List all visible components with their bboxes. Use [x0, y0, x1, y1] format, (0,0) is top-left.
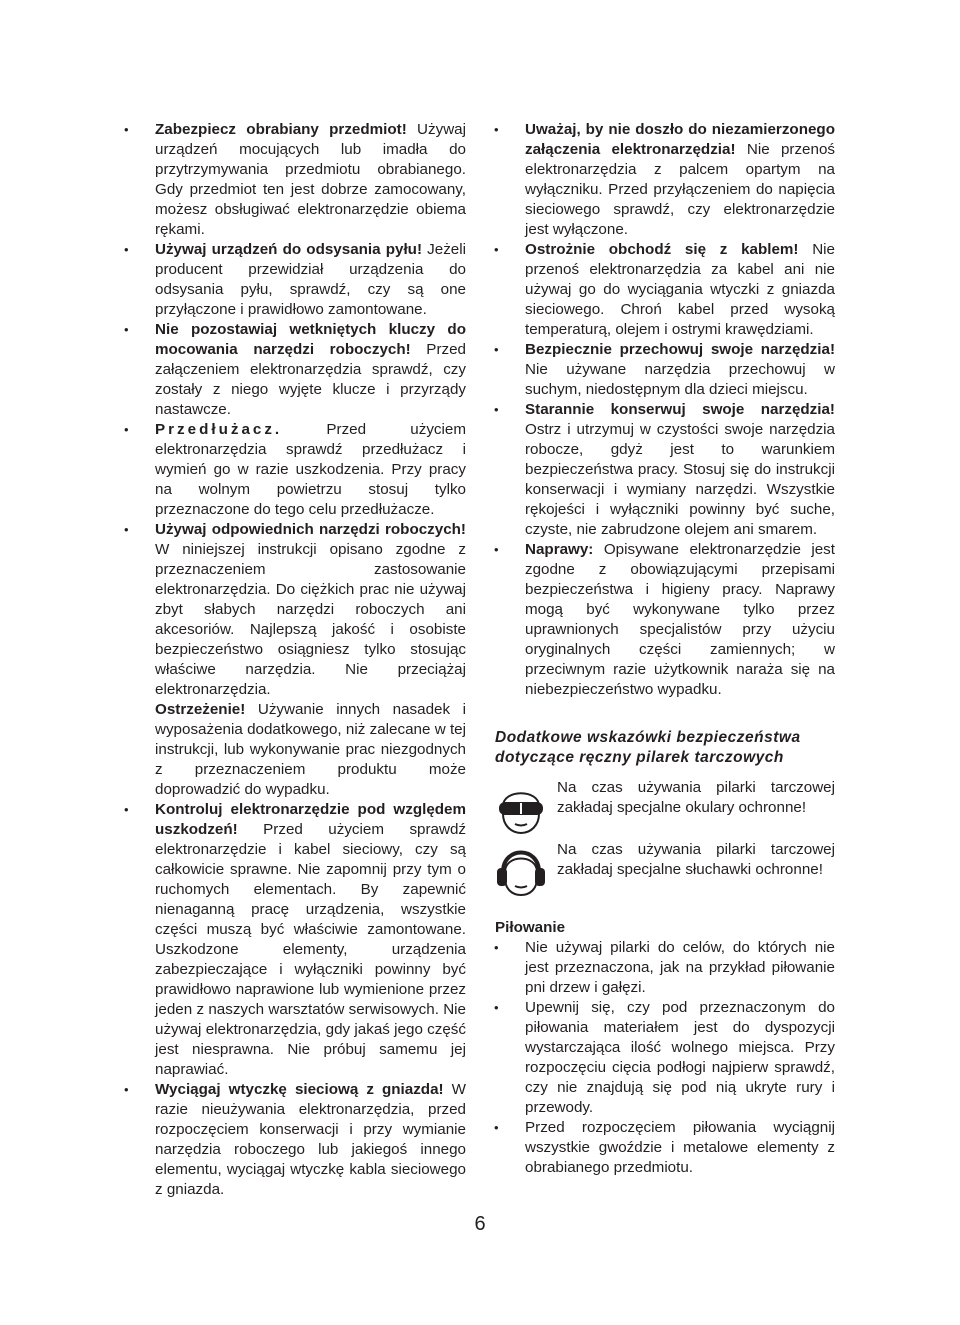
- safety-goggles-icon: [495, 780, 547, 836]
- page-number: 6: [474, 1213, 486, 1235]
- left-column: [120, 120, 466, 1200]
- list-item: • Bezpiecznie przechowuj swoje narzędzia! Nie używane narzędzia przechowuj w suchym, niedostępnym dla dzieci miejscu.: [490, 340, 835, 400]
- list-item: • Upewnij się, czy pod przeznaczonym do piłowania materiałem jest do dyspozycji wystarczająca ilość wolnego miejsca. Przy rozpoczęciu cięcia podłogi najpierw sprawdź, czy nie znajdują się pod nią ukryte rury i przewody.: [490, 998, 835, 1118]
- list-item: • Nie używaj pilarki do celów, do których nie jest przeznaczona, jak na przykład piłowanie pni drzew i gałęzi.: [490, 938, 835, 998]
- list-item: • Uważaj, by nie doszło do niezamierzonego załączenia elektronarzędzia! Nie przenoś elektronarzędzia z palcem opartym na wyłączniku. Przed przyłączeniem do napięcia sieciowego sprawdź, czy elektronarzędzie jest wyłączone.: [490, 120, 835, 240]
- list-item: • Przed rozpoczęciem piłowania wyciągnij wszystkie gwoździe i metalowe elementy z obrabianego przedmiotu.: [490, 1118, 835, 1178]
- list-item: • Przedłużacz. Przed użyciem elektronarzędzia sprawdź przedłużacz i wymień go w razie uszkodzenia. Przy pracy na wolnym powietrzu stosuj tylko przeznaczone do tego celu przedłużacze.: [120, 420, 466, 520]
- safety-list-left: [120, 120, 466, 700]
- list-item: • Nie pozostawiaj wetkniętych kluczy do mocowania narzędzi roboczych! Przed załączeniem elektronarzędzia sprawdź, czy zostały z niego wyjęte klucze i przyrządy nastawcze.: [120, 320, 466, 420]
- list-item: • Starannie konserwuj swoje narzędzia! Ostrz i utrzymuj w czystości swoje narzędzia robocze, gdyż jest to warunkiem bezpieczeństwa pracy. Stosuj się do instrukcji konserwacji i wymiany narzędzi. Wszystkie rękojeści i wyłączniki powinny być suche, czyste, nie zabrudzone olejem ani smarem.: [490, 400, 835, 540]
- list-item: • Naprawy: Opisywane elektronarzędzie jest zgodne z obowiązującymi przepisami bezpieczeństwa i higieny pracy. Naprawy mogą być wykonywane tylko przez uprawnionych specjalistów przy użyciu oryginalnych części zamiennych; w przeciwnym razie użytkownik naraża się na niebezpieczeństwo wypadku.: [490, 540, 835, 700]
- list-item: • Ostrożnie obchodź się z kablem! Nie przenoś elektronarzędzia za kabel ani nie używaj go do wyciągania wtyczki z gniazda sieciowego. Chroń kabel przed wysoką temperaturą, olejem i ostrymi krawędziami.: [490, 240, 835, 340]
- saw-heading: Piłowanie: [495, 919, 566, 936]
- list-item: • Używaj odpowiednich narzędzi roboczych! W niniejszej instrukcji opisano zgodne z przeznaczeniem zastosowanie elektronarzędzia. Do ciężkich prac nie używaj zbyt słabych narzędzi roboczych ani akcesoriów. Najlepszą jakość i osobiste bezpieczeństwo osiągniesz tylko stosując właściwe narzędzia. Nie przeciążaj elektronarzędzia.: [120, 520, 466, 700]
- saw-list: [490, 938, 835, 1178]
- list-item: • Kontroluj elektronarzędzie pod względem uszkodzeń! Przed użyciem sprawdź elektronarzędzie i kabel sieciowy, czy są całkowicie sprawne. Nie zapomnij przy tym o ruchomych elementach. By zapewnić nienaganną pracę urządzenia, wszystkie części muszą być właściwie zamontowane. Uszkodzone elementy, urządzenia zabezpieczające i wyłączniki powinny być prawidłowo naprawione lub wymienione przez jeden z naszych warsztatów serwisowych. Nie używaj elektronarzędzia, gdy jakaś jego część jest niesprawna. Nie próbuj samemu jej naprawiać.: [120, 800, 466, 1080]
- safety-list-right: [490, 120, 835, 700]
- ppe-goggles: [495, 778, 835, 836]
- ppe-text: Na czas używania pilarki tarczowej zakładaj specjalne słuchawki ochronne!: [557, 841, 835, 878]
- section-title: Dodatkowe wskazówki bezpieczeństwa dotyczące ręczny pilarek tarczowych: [495, 729, 801, 766]
- right-column: [490, 120, 835, 1178]
- ear-protection-icon: [495, 842, 547, 898]
- safety-list-left-2: [120, 800, 466, 1200]
- ppe-text: Na czas używania pilarki tarczowej zakładaj specjalne okulary ochronne!: [557, 779, 835, 816]
- ppe-ear: [495, 840, 835, 898]
- list-item: • Używaj urządzeń do odsysania pyłu! Jeżeli producent przewidział urządzenia do odsysania pyłu, sprawdź, czy są one przyłączone i prawidłowo zamontowane.: [120, 240, 466, 320]
- list-item: • Wyciągaj wtyczkę sieciową z gniazda! W razie nieużywania elektronarzędzia, przed rozpoczęciem konserwacji i przy wymianie narzędzia roboczego lub jakiegoś innego elementu, wyciągaj wtyczkę kabla sieciowego z gniazda.: [120, 1080, 466, 1200]
- list-item: • Zabezpiecz obrabiany przedmiot! Używaj urządzeń mocujących lub imadła do przytrzymywania przedmiotu obrabianego. Gdy przedmiot ten jest dobrze zamocowany, możesz obsługiwać elektronarzędzie obiema rękami.: [120, 120, 466, 240]
- warning-paragraph: Ostrzeżenie! Używanie innych nasadek i wyposażenia dodatkowego, niż zalecane w tej instrukcji, lub wykonywanie prac niezgodnych z przeznaczeniem produktu może doprowadzić do wypadku.: [155, 701, 466, 798]
